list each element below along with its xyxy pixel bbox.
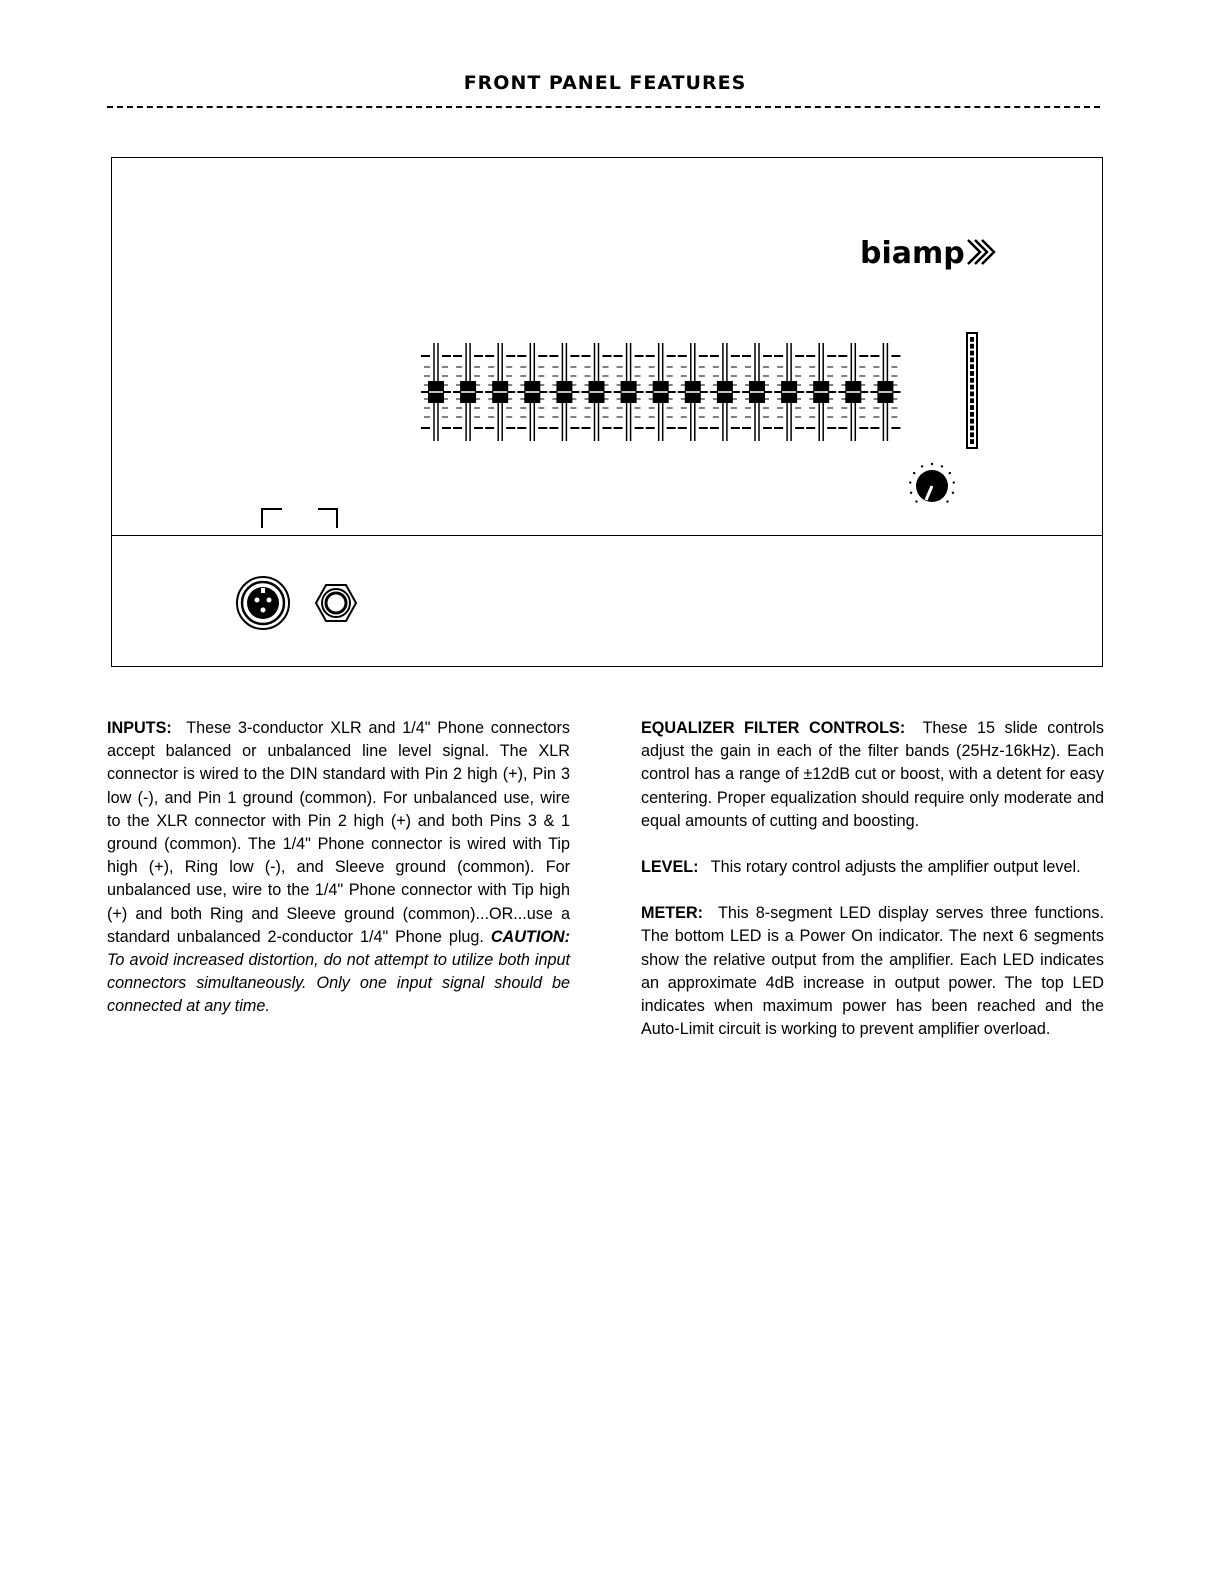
- meter-segment: [970, 351, 974, 356]
- meter-segment: [970, 426, 974, 431]
- meter-segment: [970, 432, 974, 437]
- eq-slider: [742, 343, 772, 441]
- eq-slider: [485, 343, 515, 441]
- meter-segment: [970, 364, 974, 369]
- eq-slider: [870, 343, 900, 441]
- front-panel-drawing: [112, 158, 1104, 668]
- level-label: LEVEL:: [641, 858, 699, 877]
- level-knob: [909, 463, 955, 503]
- meter-segment: [970, 344, 974, 349]
- eq-slider-bank: [421, 343, 900, 441]
- level-knob-tick: [915, 500, 917, 502]
- meter-segment: [970, 385, 974, 390]
- eq-slider: [678, 343, 708, 441]
- meter-label: METER:: [641, 904, 704, 923]
- meter-segment: [970, 398, 974, 403]
- meter-segment: [970, 412, 974, 417]
- meter-segment: [970, 371, 974, 376]
- eq-paragraph: [641, 717, 1104, 833]
- level-knob-tick: [953, 481, 955, 483]
- level-knob-tick: [921, 465, 923, 467]
- meter-segment: [970, 357, 974, 362]
- eq-slider: [838, 343, 868, 441]
- inputs-label: INPUTS:: [107, 719, 172, 737]
- level-knob-tick: [941, 465, 943, 467]
- eq-slider: [774, 343, 804, 441]
- eq-slider: [646, 343, 676, 441]
- meter-segment: [970, 405, 974, 410]
- input-bracket: [262, 509, 337, 528]
- eq-slider: [582, 343, 612, 441]
- caution-label: CAUTION:: [490, 927, 570, 946]
- eq-slider: [710, 343, 740, 441]
- page-title: FRONT PANEL FEATURES: [463, 72, 747, 94]
- brand-logo-text: biamp: [860, 236, 965, 271]
- meter-segment: [970, 378, 974, 383]
- right-column: [641, 717, 1104, 1064]
- meter-segment: [970, 337, 974, 342]
- level-knob-tick: [913, 472, 915, 474]
- level-paragraph: [641, 856, 1104, 879]
- level-knob-tick: [909, 481, 911, 483]
- eq-body: These 15 slide controls adjust the gain in each of the filter bands (25Hz-16kHz). Each control has a range of ±12dB cut or boost, with a detent for easy centering. Proper equalization should require only moderate and equal amounts of cutting and boosting.: [641, 719, 1104, 830]
- eq-slider: [517, 343, 547, 441]
- eq-slider: [806, 343, 836, 441]
- eq-label: EQUALIZER FILTER CONTROLS:: [641, 719, 906, 737]
- level-knob-tick: [952, 492, 954, 494]
- title-rule: [107, 106, 1100, 108]
- inputs-paragraph: [107, 717, 570, 1019]
- front-panel-diagram: [111, 157, 1103, 667]
- inputs-body: These 3-conductor XLR and 1/4" Phone connectors accept balanced or unbalanced line level signal. The XLR connector is wired to the DIN standard with Pin 2 high (+), Pin 3 low (-), and Pin 1 ground (common). For unbalanced use, wire to the XLR connector with Pin 2 high (+) and both Pins 3 & 1 ground (common). The 1/4" Phone connector is wired with Tip high (+), Ring low (-), and Sleeve ground (common). For unbalanced use, wire to the 1/4" Phone connector with Tip high (+) and both Ring and Sleeve ground (common)...OR...use a standard unbalanced 2-conductor 1/4" Phone plug.: [107, 719, 570, 946]
- left-column: [107, 717, 570, 1042]
- brand-logo-mark: [968, 240, 994, 264]
- eq-slider: [614, 343, 644, 441]
- level-knob-tick: [949, 472, 951, 474]
- eq-slider: [453, 343, 483, 441]
- eq-slider: [421, 343, 451, 441]
- meter-paragraph: [641, 902, 1104, 1041]
- meter-segment: [970, 419, 974, 424]
- xlr-connector: [237, 577, 289, 629]
- led-meter: [967, 333, 977, 448]
- phone-jack-connector: [316, 585, 356, 621]
- meter-body: This 8-segment LED display serves three functions. The bottom LED is a Power On indicator. The next 6 segments show the relative output from the amplifier. Each LED indicates an approximate 4dB increase in output power. The top LED indicates when maximum power has been reached and the Auto-Limit circuit is working to prevent amplifier overload.: [641, 904, 1104, 1039]
- level-knob-tick: [931, 463, 933, 465]
- caution-text: To avoid increased distortion, do not attempt to utilize both input connectors simultaneously. Only one input signal should be connected at any time.: [107, 951, 570, 1016]
- level-knob-tick: [946, 500, 948, 502]
- meter-segment: [970, 439, 974, 444]
- meter-segment: [970, 392, 974, 397]
- level-knob-tick: [910, 492, 912, 494]
- eq-slider: [549, 343, 579, 441]
- level-body: This rotary control adjusts the amplifier output level.: [710, 858, 1081, 877]
